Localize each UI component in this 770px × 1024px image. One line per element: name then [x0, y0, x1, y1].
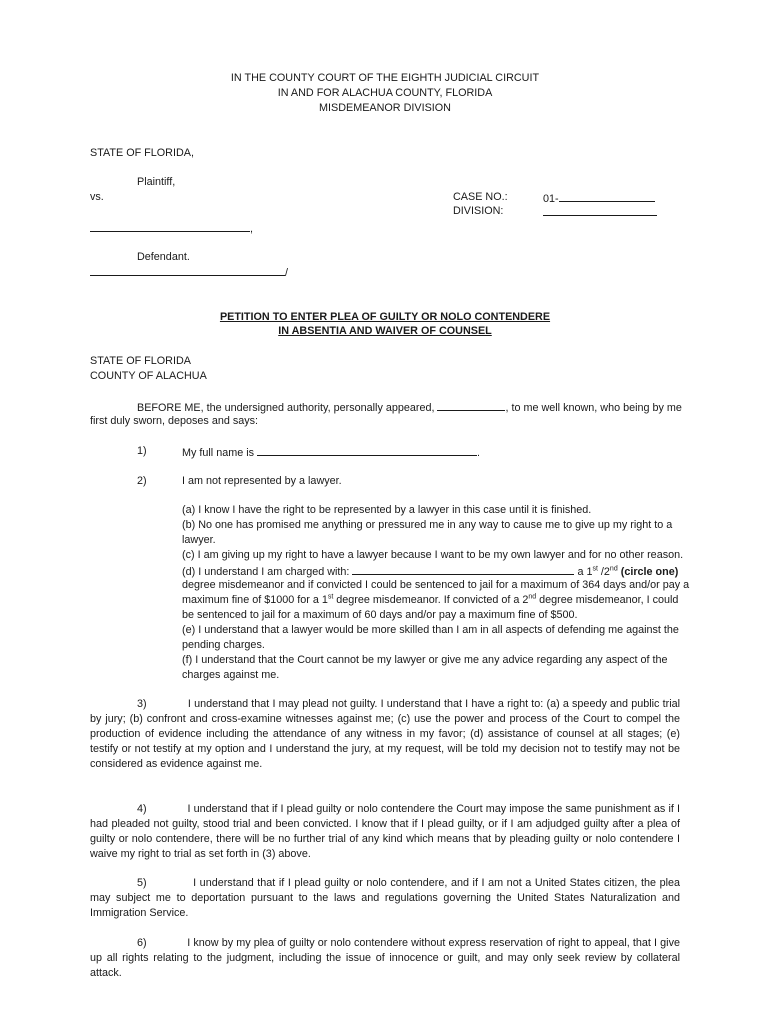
- paragraph-6-number: 6): [137, 937, 147, 949]
- item-1-label: My full name is: [182, 447, 254, 459]
- caption-plaintiff: Plaintiff,: [137, 176, 176, 188]
- full-name-blank[interactable]: [257, 444, 477, 456]
- item-1-number: 1): [137, 445, 147, 457]
- plaintiff-name-blank[interactable]: [90, 220, 250, 232]
- item-2c: (c) I am giving up my right to have a lawyer because I want to be my own lawyer and for no other reason.: [182, 549, 684, 561]
- item-2d-nd: nd: [609, 565, 618, 573]
- plaintiff-name-line[interactable]: [90, 220, 253, 237]
- intro-part-2: , to me well known, who being by me: [505, 402, 682, 414]
- court-header-line-2: IN AND FOR ALACHUA COUNTY, FLORIDA: [277, 87, 493, 99]
- item-2-number: 2): [137, 475, 147, 487]
- paragraph-6-text: I know by my plea of guilty or nolo contendere without express reservation of right to appeal, that I give up all rights relating to the judgment, including the issue of innocence or guilt, and may only seek review by collateral attack.: [90, 937, 680, 979]
- item-2d-line-3-st: st: [327, 593, 334, 601]
- paragraph-3-number: 3): [137, 698, 147, 710]
- caption-vs: vs.: [90, 191, 104, 203]
- item-2a: (a) I know I have the right to be represented by a lawyer in this case until it is finished.: [182, 504, 592, 516]
- item-2d-degree: a 1: [577, 566, 593, 578]
- item-2e-line-1: (e) I understand that a lawyer would be more skilled than I am in all aspects of defending me against the: [182, 624, 679, 636]
- item-2d-line-3a: maximum fine of $1000 for a 1: [182, 594, 328, 606]
- division-label: DIVISION:: [453, 205, 504, 217]
- paragraph-4-text: I understand that if I plead guilty or nolo contendere the Court may impose the same punishment as if I had pleaded not guilty, stood trial and been convicted. I know that if I plead guilty, or if I am adjudged guilty after a plea of guilty or nolo contendere, there will be no further trial of any kind which means that by pleading guilty or nolo contendere I waive my right to trial as set forth in (3) above.: [90, 803, 680, 860]
- case-number-label: CASE NO.:: [453, 191, 508, 203]
- item-2d-st: st: [592, 565, 598, 573]
- item-2b-line-2: lawyer.: [182, 534, 216, 546]
- item-2d-line-4: be sentenced to jail for a maximum of 60 days and/or pay a maximum fine of $500.: [182, 609, 578, 621]
- paragraph-3: [90, 697, 680, 772]
- paragraph-3-text: I understand that I may plead not guilty. I understand that I have a right to: (a) a speedy and public trial by jury; (b) confront and cross-examine witnesses against me; (c) use the power and process of the Court to compel the production of evidence including the attendance of any witness in my favor; (d) assistance of counsel at all stages; (e) testify or not testify at my option and I understand the jury, at my request, will be told my decision not to testify may not be considered as evidence against me.: [90, 698, 681, 770]
- case-number-blank[interactable]: [559, 190, 655, 202]
- defendant-name-line[interactable]: [90, 264, 288, 281]
- item-1-period: .: [477, 447, 480, 459]
- item-2e-line-2: pending charges.: [182, 639, 265, 651]
- intro-part-1: BEFORE ME, the undersigned authority, personally appeared,: [137, 402, 435, 414]
- item-2f-line-2: charges against me.: [182, 669, 280, 681]
- affiant-name-blank[interactable]: [437, 399, 505, 411]
- petition-title-line-1: PETITION TO ENTER PLEA OF GUILTY OR NOLO CONTENDERE: [219, 311, 551, 323]
- charge-blank[interactable]: [352, 563, 574, 575]
- paragraph-4-number: 4): [137, 803, 147, 815]
- item-2d-line-2: degree misdemeanor and if convicted I could be sentenced to jail for a maximum of 364 days and/or pay a: [182, 579, 690, 591]
- paragraph-5-text: I understand that if I plead guilty or nolo contendere, and if I am not a United States citizen, the plea may subject me to deportation pursuant to the laws and regulations governing the United States Naturalization and Immigration Service.: [90, 877, 681, 919]
- paragraph-4: [90, 802, 680, 862]
- venue-state: STATE OF FLORIDA: [90, 355, 191, 367]
- item-2-text: I am not represented by a lawyer.: [182, 475, 342, 487]
- circle-one-instruction: (circle one): [620, 566, 679, 578]
- petition-title-line-2: IN ABSENTIA AND WAIVER OF COUNSEL: [278, 325, 492, 337]
- item-2d-line-3-nd: nd: [528, 593, 537, 601]
- paragraph-5-number: 5): [137, 877, 147, 889]
- paragraph-6: [90, 936, 680, 981]
- caption-defendant: Defendant.: [137, 251, 190, 263]
- paragraph-5: [90, 876, 680, 921]
- division-blank[interactable]: [543, 204, 657, 216]
- item-1-text: [182, 444, 480, 461]
- item-2b-line-1: (b) No one has promised me anything or pressured me in any way to cause me to give up my right to a: [182, 519, 673, 531]
- item-2d-start: (d) I understand I am charged with:: [182, 566, 350, 578]
- court-header-line-1: IN THE COUNTY COURT OF THE EIGHTH JUDICIAL CIRCUIT: [230, 72, 540, 84]
- defendant-name-slash: /: [285, 267, 288, 279]
- division-field[interactable]: [543, 204, 657, 221]
- court-header-line-3: MISDEMEANOR DIVISION: [319, 102, 451, 114]
- defendant-name-blank[interactable]: [90, 264, 285, 276]
- item-2d-line-3: [182, 593, 678, 608]
- item-2d-line-3c: degree misdemeanor, I could: [539, 594, 679, 606]
- plaintiff-name-comma: ,: [250, 223, 253, 235]
- venue-county: COUNTY OF ALACHUA: [90, 370, 207, 382]
- caption-state: STATE OF FLORIDA,: [90, 147, 194, 159]
- item-2d-slash: /2: [597, 566, 610, 578]
- intro-line-2: first duly sworn, deposes and says:: [90, 415, 259, 427]
- item-2d-line-3b: degree misdemeanor. If convicted of a 2: [336, 594, 529, 606]
- case-number-prefix: 01-: [543, 193, 559, 205]
- item-2f-line-1: (f) I understand that the Court cannot be my lawyer or give me any advice regarding any aspect of the: [182, 654, 668, 666]
